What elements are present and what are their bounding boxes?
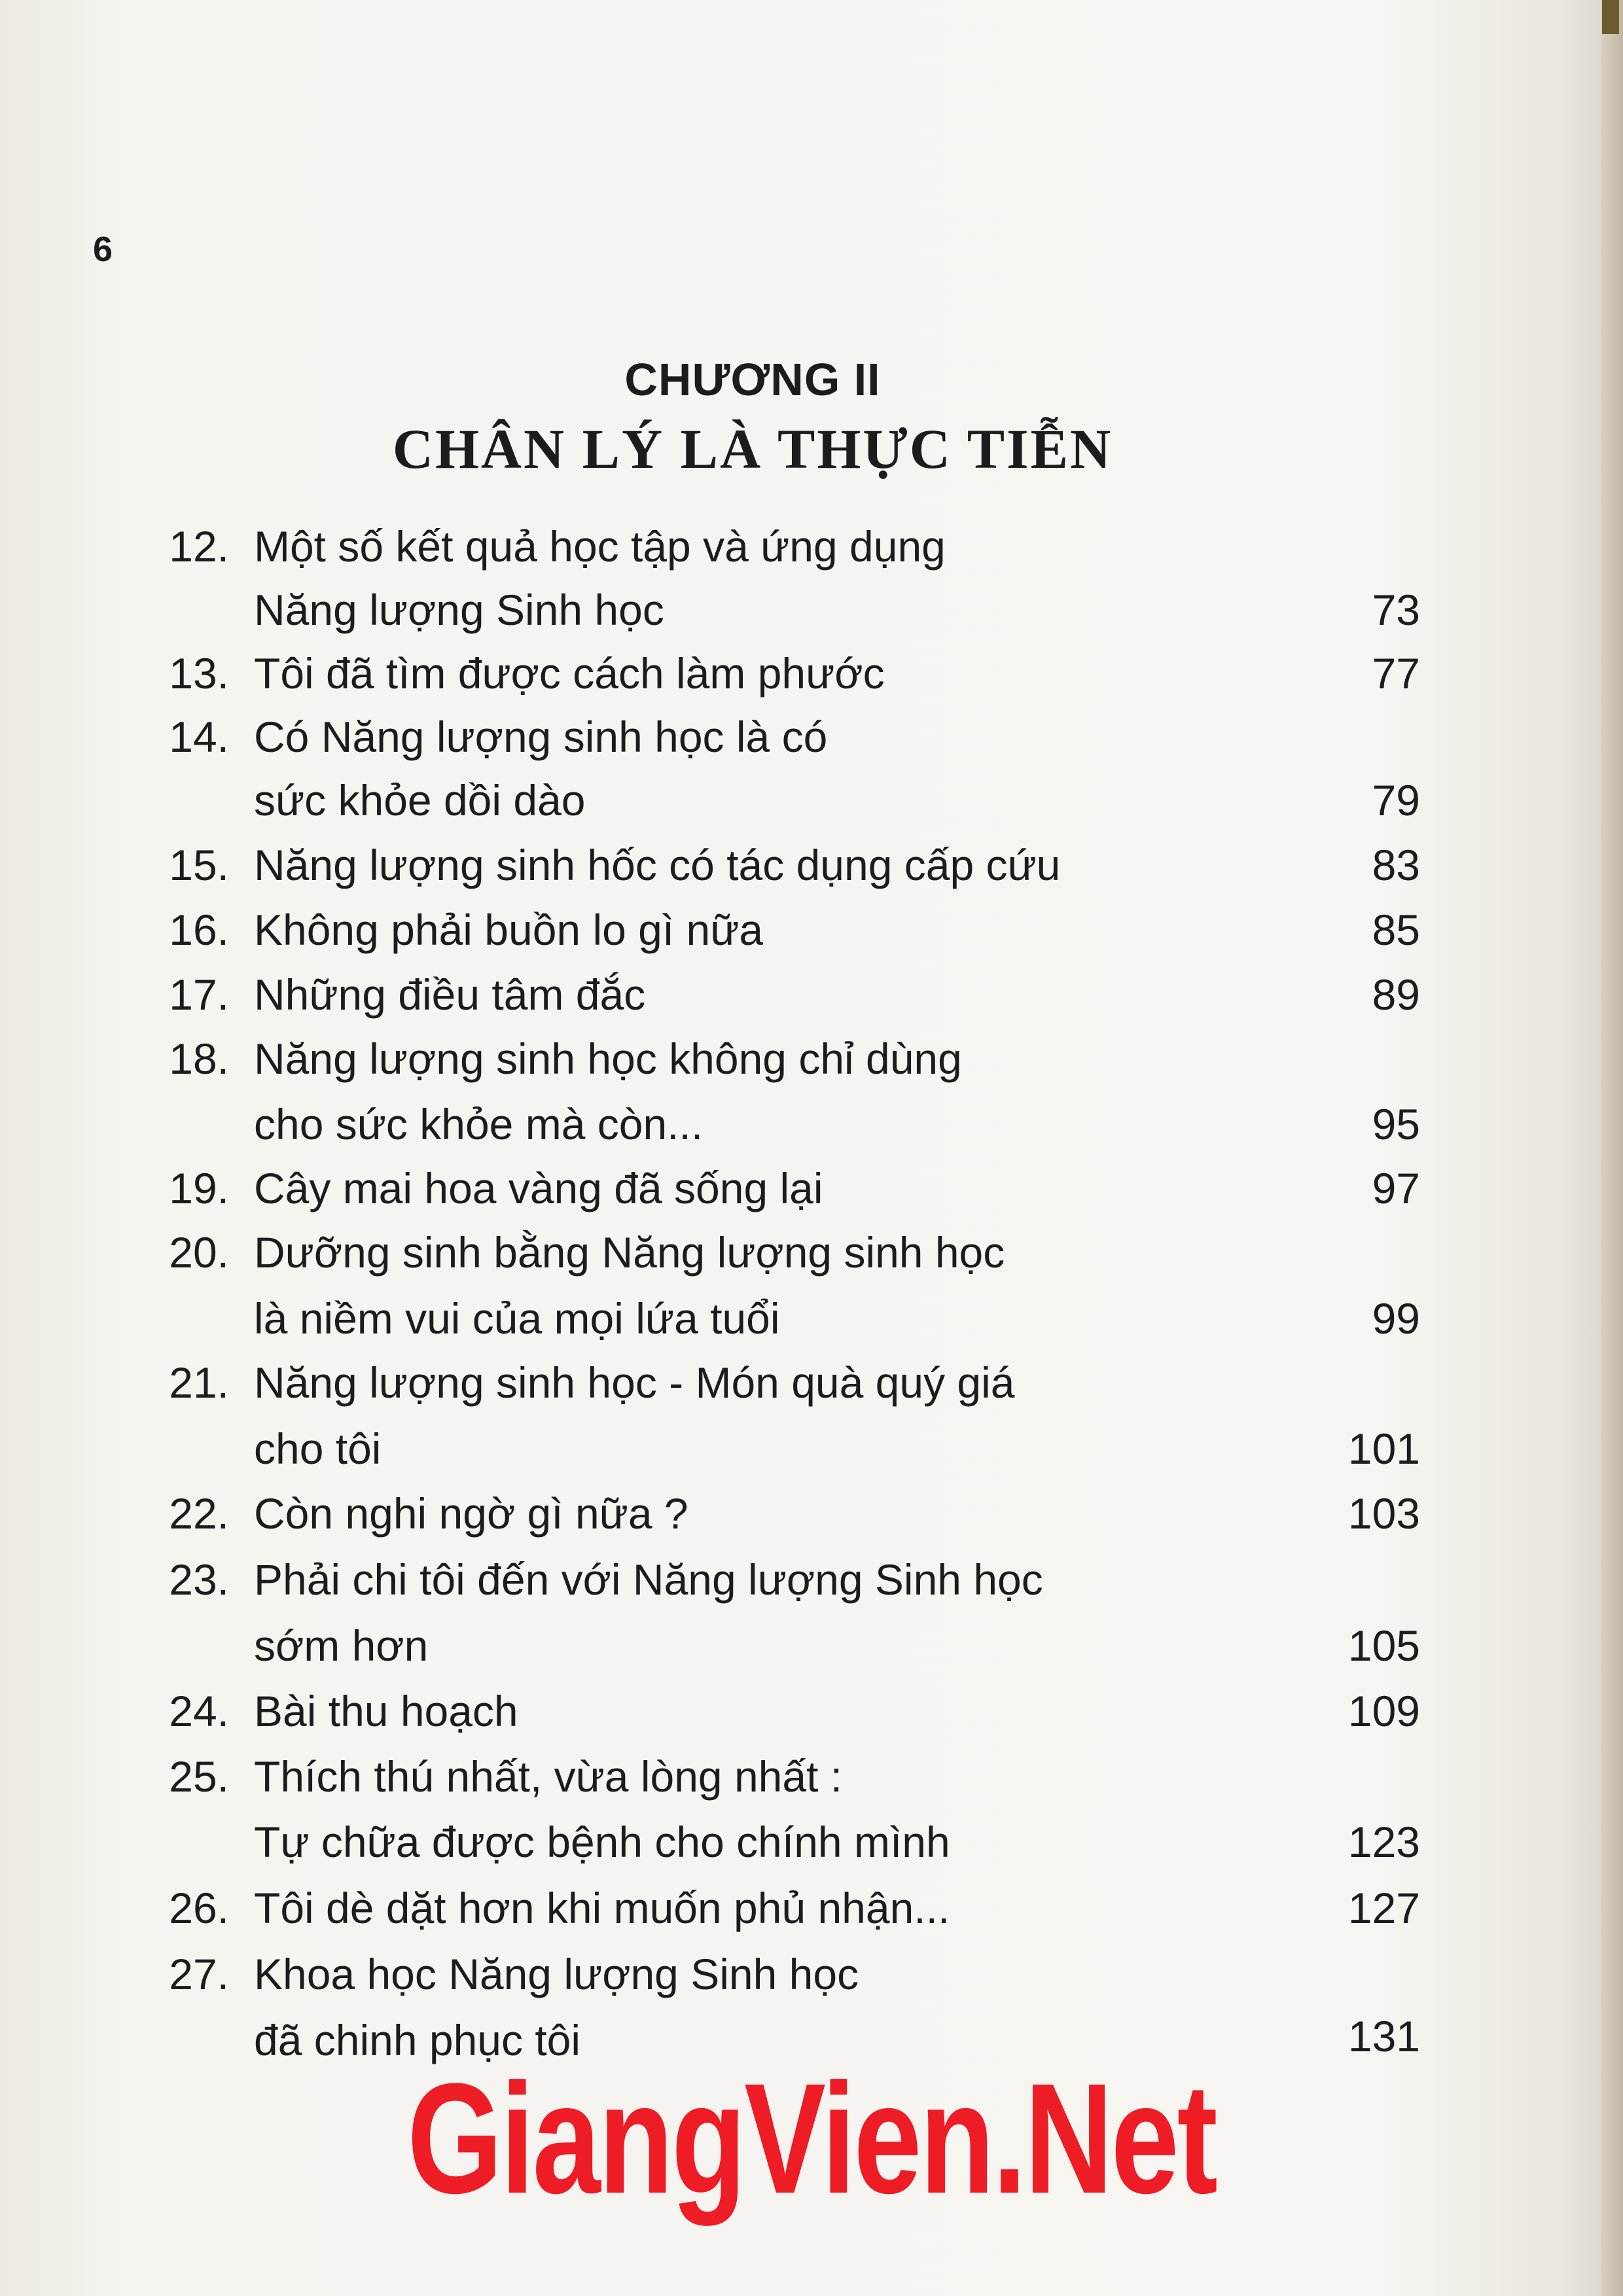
toc-entry-title-line: sức khỏe dồi dào <box>254 776 586 824</box>
toc-entry-page: 95 <box>1372 1100 1420 1148</box>
toc-entry-title-line: cho tôi <box>254 1424 382 1473</box>
toc-entry-page: 83 <box>1372 841 1420 889</box>
toc-entry-title-line: Tôi đã tìm được cách làm phước <box>254 649 885 698</box>
watermark: GiangVien.Net <box>407 2051 1216 2226</box>
toc-entry-page: 77 <box>1372 649 1420 698</box>
toc-entry-number: 21. <box>169 1358 229 1407</box>
toc-entry-number: 16. <box>169 906 229 954</box>
toc-entry-page: 73 <box>1372 586 1420 634</box>
toc-entry-title-line: Phải chi tôi đến với Năng lượng Sinh học <box>254 1555 1043 1604</box>
toc-entry-page: 131 <box>1347 2012 1420 2060</box>
toc-entry-title-line: Những điều tâm đắc <box>254 970 646 1019</box>
toc-entry-page: 123 <box>1347 1818 1420 1866</box>
toc-entry-title-line: Thích thú nhất, vừa lòng nhất : <box>254 1752 843 1801</box>
toc-entry-title-line: Khoa học Năng lượng Sinh học <box>254 1950 859 1998</box>
toc-entry-number: 24. <box>169 1687 229 1735</box>
toc-entry-number: 25. <box>169 1752 229 1801</box>
toc-entry-number: 18. <box>169 1034 229 1083</box>
toc-entry-title-line: cho sức khỏe mà còn... <box>254 1100 704 1148</box>
toc-entry-title-line: Tôi dè dặt hơn khi muốn phủ nhận... <box>254 1884 950 1932</box>
toc-entry-number: 12. <box>169 522 229 571</box>
toc-entry-title-line: Một số kết quả học tập và ứng dụng <box>254 522 946 571</box>
toc-entry-title-line: Tự chữa được bệnh cho chính mình <box>254 1818 950 1866</box>
toc-entry-page: 105 <box>1347 1621 1420 1670</box>
toc-entry-number: 13. <box>169 649 229 698</box>
toc-entry-page: 127 <box>1347 1884 1420 1932</box>
toc-entry-page: 99 <box>1372 1294 1420 1343</box>
toc-entry-page: 101 <box>1347 1424 1420 1473</box>
page-number: 6 <box>93 230 113 269</box>
toc-entry-page: 89 <box>1372 970 1420 1019</box>
toc-entry-number: 23. <box>169 1555 229 1604</box>
chapter-label: CHƯƠNG II <box>624 354 881 405</box>
toc-entry-number: 19. <box>169 1164 229 1212</box>
toc-entry-page: 97 <box>1372 1164 1420 1212</box>
toc-entry-title-line: Năng lượng sinh học - Món quà quý giá <box>254 1358 1015 1407</box>
toc-entry-page: 79 <box>1372 776 1420 824</box>
toc-entry-title-line: Năng lượng Sinh học <box>254 586 664 634</box>
toc-entry-number: 15. <box>169 841 229 889</box>
toc-entry-page: 85 <box>1372 906 1420 954</box>
toc-entry-title-line: Còn nghi ngờ gì nữa ? <box>254 1489 688 1538</box>
toc-entry-title-line: là niềm vui của mọi lứa tuổi <box>254 1294 780 1343</box>
toc-entry-number: 26. <box>169 1884 229 1932</box>
toc-entry-title-line: Dưỡng sinh bằng Năng lượng sinh học <box>254 1228 1005 1277</box>
toc-entry-title-line: Không phải buồn lo gì nữa <box>254 906 764 954</box>
toc-entry-number: 17. <box>169 970 229 1019</box>
toc-entry-title-line: Cây mai hoa vàng đã sống lại <box>254 1164 823 1212</box>
toc-entry-page: 109 <box>1347 1687 1420 1735</box>
toc-entry-title-line: Bài thu hoạch <box>254 1687 518 1735</box>
toc-entry-title-line: Có Năng lượng sinh học là có <box>254 713 828 761</box>
chapter-title: CHÂN LÝ LÀ THỰC TIỄN <box>392 417 1113 480</box>
toc-entry-title-line: sớm hơn <box>254 1621 429 1670</box>
toc-entry-number: 20. <box>169 1228 229 1277</box>
toc-entry-number: 27. <box>169 1950 229 1998</box>
toc-entry-title-line: Năng lượng sinh học không chỉ dùng <box>254 1034 962 1083</box>
toc-entry-title-line: Năng lượng sinh hốc có tác dụng cấp cứu <box>254 841 1061 889</box>
toc-entry-page: 103 <box>1347 1489 1420 1538</box>
toc-entry-title-line: đã chinh phục tôi <box>254 2016 581 2064</box>
toc-entry-number: 14. <box>169 713 229 761</box>
toc-entry-number: 22. <box>169 1489 229 1538</box>
